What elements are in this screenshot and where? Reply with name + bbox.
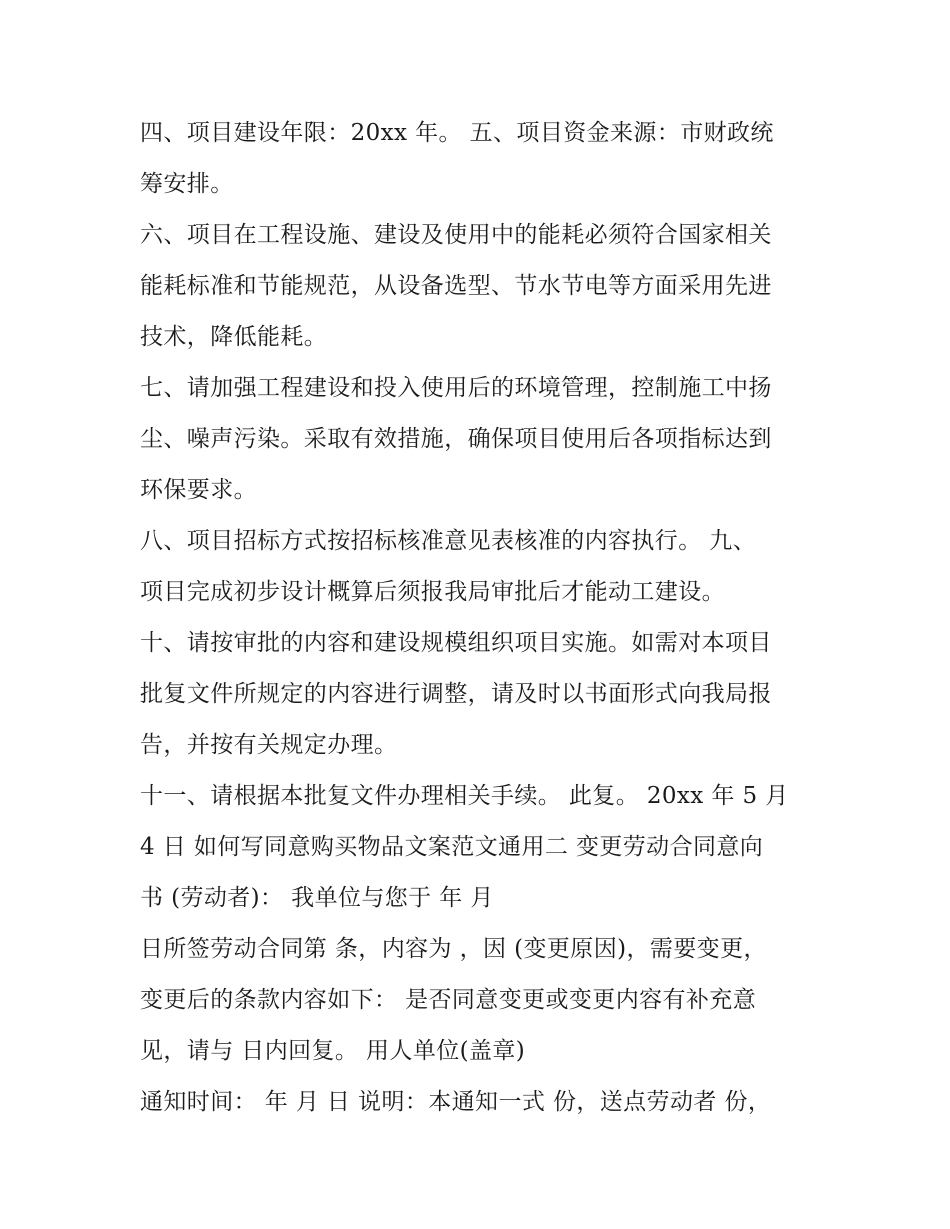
- text-line: 告，并按有关规定办理。: [140, 732, 398, 758]
- text-line: 见，请与 日内回复。 用人单位(盖章): [140, 1038, 526, 1064]
- text-line: 六、项目在工程设施、建设及使用中的能耗必须符合国家相关: [140, 222, 772, 248]
- text-line: 能耗标准和节能规范，从设备选型、节水节电等方面采用先进: [140, 273, 772, 299]
- text-line: 项目完成初步设计概算后须报我局审批后才能动工建设。: [140, 579, 725, 605]
- text-line: 七、请加强工程建设和投入使用后的环境管理，控制施工中扬: [140, 375, 772, 401]
- text-line: 日所签劳动合同第 条，内容为 ，因 (变更原因)，需要变更，: [140, 936, 767, 962]
- text-line: 十、请按审批的内容和建设规模组织项目实施。如需对本项目: [140, 630, 772, 656]
- text-line: 4 日 如何写同意购买物品文案范文通用二 变更劳动合同意向: [140, 834, 764, 860]
- text-line: 筹安排。: [140, 171, 234, 197]
- text-line: 尘、噪声污染。采取有效措施，确保项目使用后各项指标达到: [140, 426, 772, 452]
- text-line: 八、项目招标方式按招标核准意见表核准的内容执行。 九、: [140, 528, 757, 554]
- document-body: [140, 108, 820, 1128]
- text-line: 环保要求。: [140, 477, 257, 503]
- text-line: 书 (劳动者)： 我单位与您于 年 月: [140, 885, 494, 911]
- text-line: 批复文件所规定的内容进行调整，请及时以书面形式向我局报: [140, 681, 772, 707]
- text-line: 四、项目建设年限：20xx 年。 五、项目资金来源：市财政统: [140, 120, 774, 146]
- text-line: 通知时间： 年 月 日 说明：本通知一式 份，送点劳动者 份，: [140, 1089, 772, 1115]
- text-line: 技术，降低能耗。: [140, 324, 328, 350]
- text-line: 十一、请根据本批复文件办理相关手续。 此复。 20xx 年 5 月: [140, 783, 789, 809]
- text-line: 变更后的条款内容如下： 是否同意变更或变更内容有补充意: [140, 987, 757, 1013]
